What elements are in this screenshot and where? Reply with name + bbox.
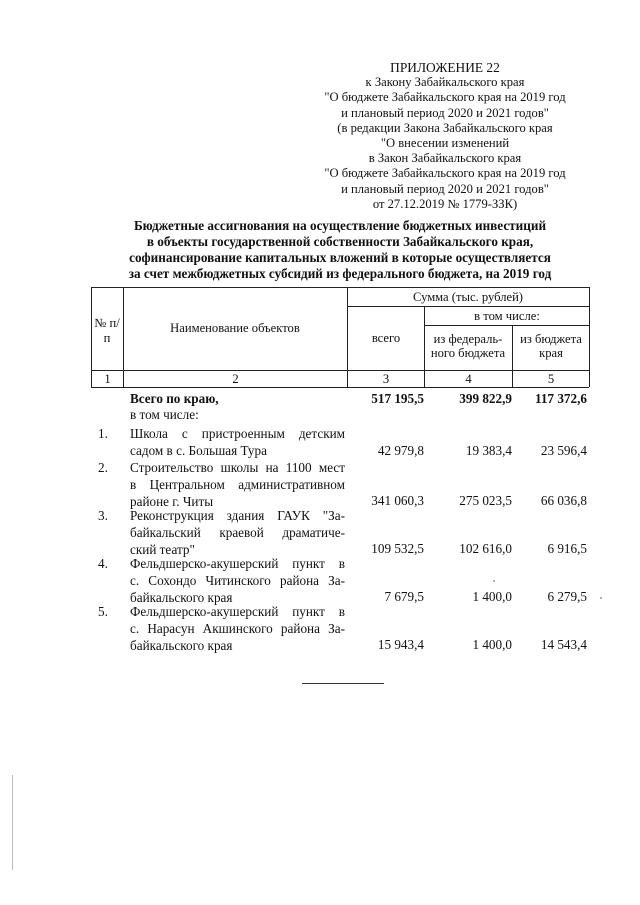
row-regional: 23 596,4 <box>540 443 587 458</box>
object-name-line: Фельдшерско-акушерский пункт в <box>130 556 345 571</box>
row-number: 1. <box>98 426 108 441</box>
header-line: и плановый период 2020 и 2021 годов" <box>341 181 549 196</box>
row-regional: 66 036,8 <box>540 493 587 508</box>
object-name-line: ский театр" <box>130 542 195 557</box>
object-name-line: в Центральном административном <box>130 477 345 492</box>
row-number: 4. <box>98 556 108 571</box>
row-total: 7 679,5 <box>384 589 424 604</box>
total-regional: 117 372,6 <box>534 391 587 406</box>
row-number: 5. <box>98 604 108 619</box>
appendix-number: ПРИЛОЖЕНИЕ 22 <box>390 60 500 75</box>
header-including: в том числе: <box>474 309 540 323</box>
header-line: "О внесении изменений <box>380 136 510 151</box>
header-federal: из федераль-ного бюджета <box>430 332 506 360</box>
header-no: № п/п <box>94 316 120 345</box>
object-name-line: Реконструкция здания ГАУК "За- <box>130 508 345 523</box>
row-number: 2. <box>98 460 108 475</box>
header-line: и плановый период 2020 и 2021 годов" <box>341 105 549 120</box>
header-sum: Сумма (тыс. рублей) <box>412 290 524 304</box>
row-federal: 102 616,0 <box>459 541 512 556</box>
header-line: к Закону Забайкальского края <box>365 75 525 90</box>
row-total: 42 979,8 <box>377 443 424 458</box>
object-name <box>130 459 345 510</box>
table-border <box>589 287 590 387</box>
row-number: 3. <box>98 508 108 523</box>
row-total: 109 532,5 <box>371 541 424 556</box>
object-name-line: с. Сохондо Читинского района За- <box>130 573 345 588</box>
header-total: всего <box>371 331 401 345</box>
object-name-line: Фельдшерско-акушерский пункт в <box>130 604 345 619</box>
row-federal: 275 023,5 <box>459 493 512 508</box>
title-line: софинансирование капитальных вложений в которые осуществляется <box>129 250 551 265</box>
row-total: 15 943,4 <box>377 637 424 652</box>
title-line: Бюджетные ассигнования на осуществление бюджетных инвестиций <box>133 218 547 233</box>
col-number: 3 <box>382 372 390 386</box>
object-name <box>130 425 345 459</box>
total-label: Всего по краю, <box>130 391 219 406</box>
scan-artifact <box>600 597 602 599</box>
row-total: 341 060,3 <box>371 493 424 508</box>
col-number: 5 <box>547 372 555 386</box>
end-rule <box>302 683 384 684</box>
col-number: 2 <box>232 372 239 386</box>
table-border <box>91 287 589 288</box>
row-regional: 14 543,4 <box>540 637 587 652</box>
object-name-line: байкальского края <box>130 590 233 605</box>
object-name-line: садом в с. Большая Тура <box>130 443 267 458</box>
row-regional: 6 279,5 <box>547 589 587 604</box>
object-name-line: Строительство школы на 1100 мест <box>130 460 345 475</box>
scan-artifact <box>12 775 13 870</box>
header-regional: из бюджета края <box>520 332 582 360</box>
title-line: в объекты государственной собственности Забайкальского края, <box>146 234 534 249</box>
header-line: "О бюджете Забайкальского края на 2019 год <box>324 90 566 105</box>
object-name-line: районе г. Читы <box>130 494 214 509</box>
object-name-line: байкальского края <box>130 638 233 653</box>
title-line: за счет межбюджетных субсидий из федерального бюджета, на 2019 год <box>128 266 552 281</box>
scan-artifact <box>493 580 495 582</box>
object-name <box>130 603 345 654</box>
object-name <box>130 555 345 606</box>
table-border <box>424 325 589 326</box>
object-name <box>130 507 345 558</box>
col-number: 1 <box>104 372 111 386</box>
header-line: от 27.12.2019 № 1779-ЗЗК) <box>372 196 518 211</box>
total-sum: 517 195,5 <box>371 391 424 406</box>
row-federal: 1 400,0 <box>472 637 512 652</box>
table-border <box>347 306 589 307</box>
table-border <box>91 387 589 388</box>
header-line: (в редакции Закона Забайкальского края <box>337 120 553 135</box>
header-name: Наименование объектов <box>170 321 300 335</box>
total-sublabel: в том числе: <box>130 407 199 422</box>
object-name-line: байкальский краевой драматиче- <box>130 525 345 540</box>
header-line: "О бюджете Забайкальского края на 2019 год <box>324 166 566 181</box>
object-name-line: с. Нарасун Акшинского района За- <box>130 621 345 636</box>
object-name-line: Школа с пристроенным детским <box>130 426 345 441</box>
table-border <box>91 370 589 371</box>
row-federal: 19 383,4 <box>465 443 512 458</box>
header-line: в Закон Забайкальского края <box>368 151 522 166</box>
col-number: 4 <box>465 372 472 386</box>
row-regional: 6 916,5 <box>547 541 587 556</box>
total-federal: 399 822,9 <box>459 391 512 406</box>
row-federal: 1 400,0 <box>472 589 512 604</box>
